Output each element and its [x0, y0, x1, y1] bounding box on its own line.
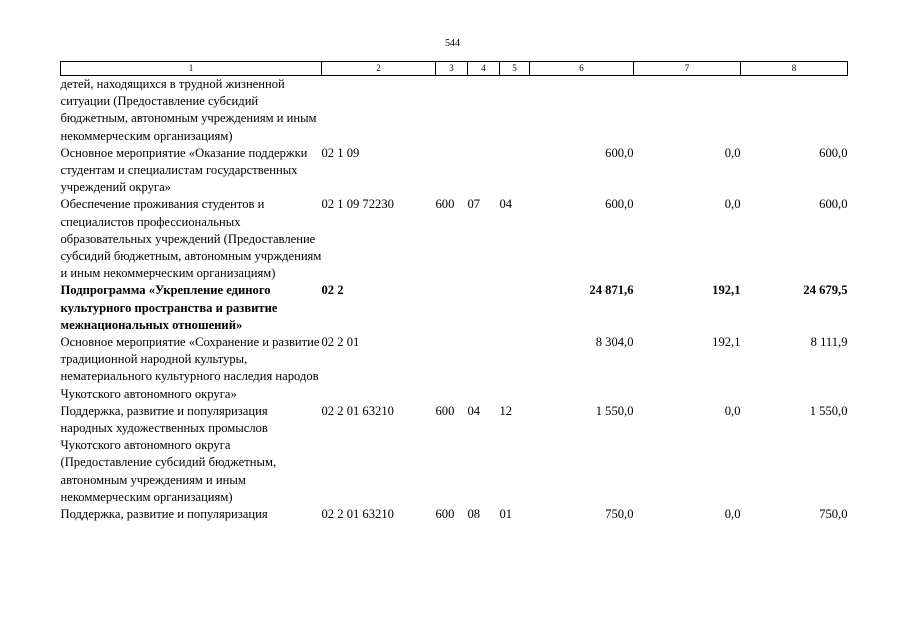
- expense-type-cell: 600: [435, 197, 455, 212]
- subsection-cell: 01: [499, 507, 513, 522]
- amount-column-7-cell: 0,0: [724, 403, 741, 418]
- section-cell: [468, 282, 500, 334]
- row-name-cell: Поддержка, развитие и популяризация народных художественных промыслов Чукотского автономного округа (Предоставление субсидий бюджетным, автономным учреждениям и иным некоммерческим организациям): [60, 403, 277, 504]
- column-header: 6: [530, 62, 634, 76]
- target-code-cell: 02 1 09 72230: [321, 197, 394, 212]
- page-number: 544: [445, 38, 460, 49]
- column-header: 5: [500, 62, 530, 76]
- subsection-cell: [500, 76, 530, 145]
- subsection-cell: 12: [499, 403, 513, 418]
- budget-table: [60, 61, 848, 523]
- amount-column-7-cell: 0,0: [724, 145, 741, 160]
- column-header: 1: [61, 62, 322, 76]
- section-cell: 08: [467, 507, 481, 522]
- table-row: [61, 506, 848, 523]
- amount-column-7-cell: [634, 76, 741, 145]
- amount-total-cell: 8 304,0: [595, 335, 634, 350]
- table-body: [61, 76, 848, 524]
- amount-column-8-cell: 750,0: [819, 507, 848, 522]
- section-cell: 04: [467, 403, 481, 418]
- row-name-cell: Обеспечение проживания студентов и специалистов профессиональных образовательных учреждений (Предоставление субсидий бюджетным, автономным учрждениям и иным некоммерческим организациям): [60, 197, 322, 281]
- table-row: [61, 145, 848, 197]
- expense-type-cell: [436, 76, 468, 145]
- target-code-cell: 02 1 09: [321, 145, 360, 160]
- amount-column-7-cell: 0,0: [724, 507, 741, 522]
- amount-total-cell: 750,0: [605, 507, 634, 522]
- subsection-cell: 04: [499, 197, 513, 212]
- amount-column-7-cell: 192,1: [712, 283, 741, 298]
- row-name-cell: Подпрограмма «Укрепление единого культурного пространства и развитие межнациональных отношений»: [60, 283, 278, 332]
- column-header: 4: [468, 62, 500, 76]
- section-cell: [468, 76, 500, 145]
- table-row: [61, 76, 848, 145]
- amount-column-8-cell: 24 679,5: [803, 283, 848, 298]
- row-name-cell: детей, находящихся в трудной жизненной ситуации (Предоставление субсидий бюджетным, автономным учреждениям и иным некоммерческим организациям): [60, 77, 317, 143]
- expense-type-cell: [436, 145, 468, 197]
- amount-column-8-cell: 1 550,0: [809, 403, 848, 418]
- amount-total-cell: 600,0: [605, 145, 634, 160]
- column-header: 3: [436, 62, 468, 76]
- table-row: [61, 334, 848, 403]
- amount-column-8-cell: [741, 76, 848, 145]
- amount-column-7-cell: 0,0: [724, 197, 741, 212]
- target-code-cell: 02 2 01 63210: [321, 403, 394, 418]
- amount-column-8-cell: 600,0: [819, 145, 848, 160]
- row-name-cell: Основное мероприятие «Оказание поддержки студентам и специалистам государственных учреждений округа»: [60, 145, 308, 195]
- subsection-cell: [500, 145, 530, 197]
- target-code-cell: 02 2 01: [321, 335, 360, 350]
- section-cell: [468, 334, 500, 403]
- amount-column-8-cell: 600,0: [819, 197, 848, 212]
- section-cell: 07: [467, 197, 481, 212]
- target-code-cell: 02 2 01 63210: [321, 507, 394, 522]
- target-code-cell: [322, 76, 436, 145]
- column-header: 8: [741, 62, 848, 76]
- amount-column-7-cell: 192,1: [712, 335, 741, 350]
- expense-type-cell: 600: [435, 507, 455, 522]
- expense-type-cell: 600: [435, 403, 455, 418]
- header-row: [61, 62, 848, 76]
- amount-total-cell: [530, 76, 634, 145]
- expense-type-cell: [436, 282, 468, 334]
- table-row: [61, 403, 848, 506]
- amount-column-8-cell: 8 111,9: [810, 335, 848, 350]
- target-code-cell: 02 2: [321, 283, 344, 298]
- amount-total-cell: 600,0: [605, 197, 634, 212]
- amount-total-cell: 1 550,0: [595, 403, 634, 418]
- table-row: [61, 282, 848, 334]
- row-name-cell: Поддержка, развитие и популяризация: [60, 507, 268, 522]
- expense-type-cell: [436, 334, 468, 403]
- column-header: 2: [322, 62, 436, 76]
- subsection-cell: [500, 334, 530, 403]
- subsection-cell: [500, 282, 530, 334]
- amount-total-cell: 24 871,6: [589, 283, 634, 298]
- column-header: 7: [634, 62, 741, 76]
- row-name-cell: Основное мероприятие «Сохранение и развитие традиционной народной культуры, нематериального культурного наследия народов Чукотского автономного округа»: [60, 335, 320, 401]
- table-row: [61, 196, 848, 282]
- section-cell: [468, 145, 500, 197]
